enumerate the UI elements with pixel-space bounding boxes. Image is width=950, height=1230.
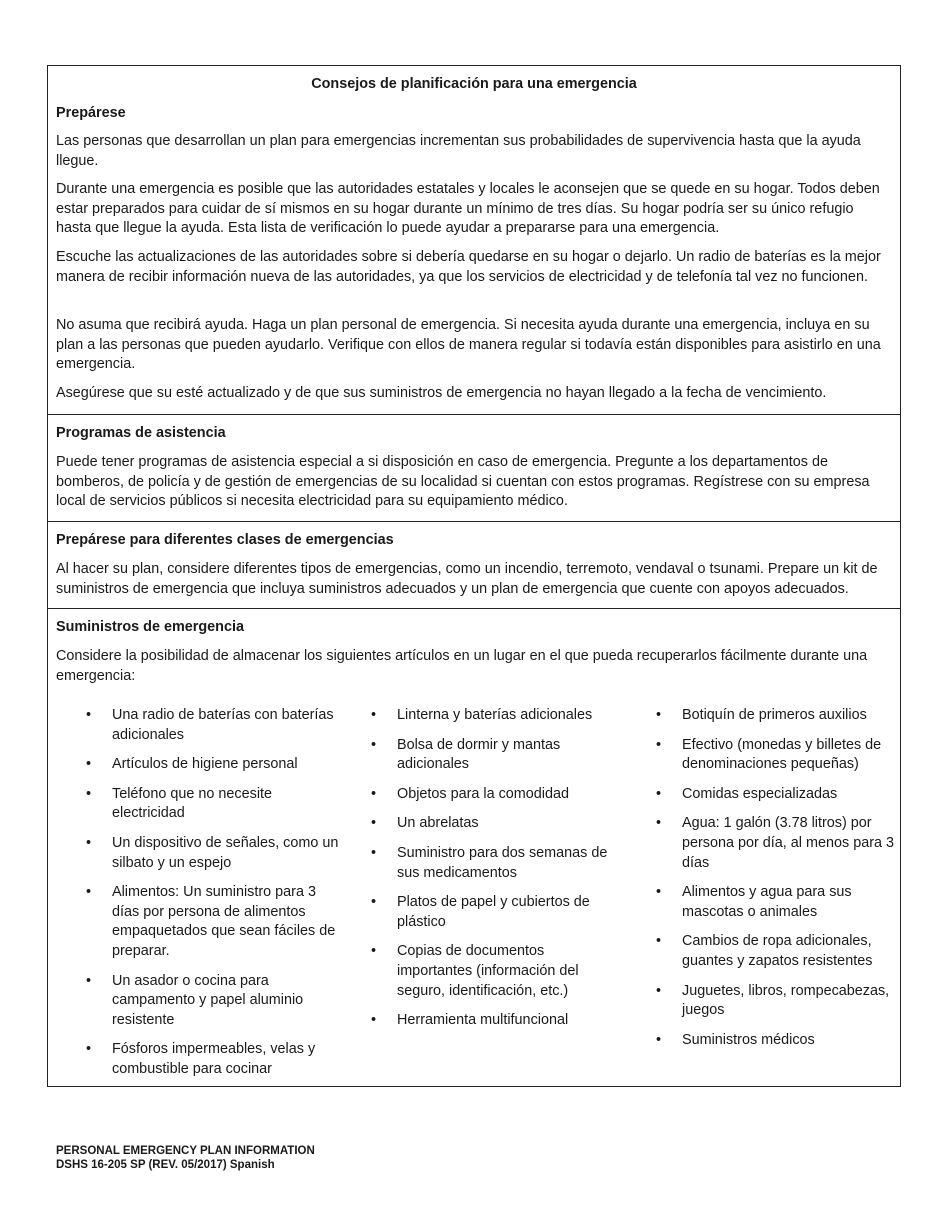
list-item (656, 1031, 898, 1051)
bullet-icon: • (656, 884, 662, 901)
list-item-text: Cambios de ropa adicionales, guantes y zapatos resistentes (682, 933, 873, 969)
list-item-text: Bolsa de dormir y mantas adicionales (397, 736, 561, 773)
list-item (86, 785, 341, 824)
list-item (656, 883, 898, 922)
list-item-text: Agua: 1 galón (3.78 litros) por persona por día, al menos para 3 días (682, 815, 894, 871)
list-item (371, 844, 616, 883)
list-item (86, 883, 341, 961)
list-item (86, 755, 341, 775)
emergency-kinds-paragraph: Al hacer su plan, considere diferentes tipos de emergencias, como un incendio, terremoto, vendaval o tsunami. Prepare un kit de suministros de emergencia que incluya suministros adecuados y un plan de emergencia que cuente con apoyos adecuados. (56, 561, 878, 597)
bullet-icon: • (86, 756, 92, 773)
bullet-icon: • (86, 1041, 92, 1058)
supplies-column-3 (656, 706, 898, 1060)
bullet-icon: • (371, 785, 377, 802)
section-prepare (48, 66, 900, 414)
list-item (86, 834, 341, 873)
bullet-icon: • (656, 785, 662, 802)
list-item-text: Efectivo (monedas y billetes de denominaciones pequeñas) (682, 736, 882, 773)
supplies-column-2 (371, 706, 616, 1041)
list-item-text: Artículos de higiene personal (112, 756, 298, 773)
bullet-icon: • (86, 884, 92, 901)
supplies-column-1 (86, 706, 341, 1090)
list-item (371, 1011, 616, 1031)
list-item-text: Suministro para dos semanas de sus medicamentos (397, 844, 608, 881)
list-item-text: Copias de documentos importantes (información del seguro, identificación, etc.) (397, 943, 579, 999)
list-item (371, 736, 616, 775)
emergency-kinds-heading: Prepárese para diferentes clases de emergencias (56, 532, 394, 548)
document-frame (47, 65, 901, 1087)
document-title: Consejos de planificación para una emergencia (311, 76, 637, 92)
list-item (371, 706, 616, 726)
prepare-paragraph-1: Las personas que desarrollan un plan para emergencias incrementan sus probabilidades de supervivencia hasta que la ayuda llegue. (56, 133, 861, 169)
section-emergency-kinds (48, 521, 900, 608)
bullet-icon: • (86, 707, 92, 723)
list-item (371, 893, 616, 932)
list-item (656, 814, 898, 873)
prepare-heading: Prepárese (56, 105, 126, 121)
list-item (86, 706, 341, 745)
bullet-icon: • (86, 785, 92, 802)
bullet-icon: • (656, 736, 662, 753)
list-item-text: Un asador o cocina para campamento y papel aluminio resistente (112, 972, 304, 1028)
prepare-paragraph-2: Durante una emergencia es posible que las autoridades estatales y locales le aconsejen que se quede en su hogar. Todos deben estar preparados para cuidar de sí mismos en su hogar durante un mínimo de tres días. Su hogar podría ser su único refugio hasta que llegue la ayuda. Esta lista de verificación lo puede ayudar a prepararse para una emergencia. (56, 181, 880, 237)
list-item-text: Botiquín de primeros auxilios (682, 707, 867, 723)
list-item-text: Un dispositivo de señales, como un silbato y un espejo (112, 834, 339, 871)
bullet-icon: • (656, 1031, 662, 1048)
assistance-paragraph: Puede tener programas de asistencia especial a si disposición en caso de emergencia. Pregunte a los departamentos de bomberos, de policía y de gestión de emergencias de su localidad si cuentan con estos programas. Regístrese con su empresa local de servicios públicos si necesita electricidad para su equipamiento médico. (56, 454, 870, 510)
list-item-text: Una radio de baterías con baterías adicionales (112, 707, 334, 743)
section-supplies (48, 608, 900, 1086)
list-item (656, 706, 898, 726)
supplies-intro: Considere la posibilidad de almacenar los siguientes artículos en un lugar en el que pueda recuperarlos fácilmente durante una emergencia: (56, 648, 868, 684)
list-item-text: Comidas especializadas (682, 785, 838, 802)
list-item (656, 982, 898, 1021)
footer-form-name: PERSONAL EMERGENCY PLAN INFORMATION (56, 1145, 315, 1157)
bullet-icon: • (656, 933, 662, 950)
list-item-text: Objetos para la comodidad (397, 785, 569, 802)
list-item-text: Fósforos impermeables, velas y combustible para cocinar (112, 1041, 316, 1077)
prepare-paragraph-3: Escuche las actualizaciones de las autoridades sobre si debería quedarse en su hogar o dejarlo. Un radio de baterías es la mejor manera de recibir información nueva de las autoridades, ya que los servicios de electricidad y de telefonía tal vez no funcionen. (56, 249, 881, 285)
list-item-text: Un abrelatas (397, 815, 479, 832)
list-item (656, 736, 898, 775)
footer-form-number: DSHS 16-205 SP (REV. 05/2017) Spanish (56, 1159, 275, 1171)
list-item-text: Alimentos y agua para sus mascotas o animales (682, 884, 852, 920)
list-item-text: Herramienta multifuncional (397, 1012, 569, 1029)
bullet-icon: • (86, 834, 92, 851)
bullet-icon: • (371, 815, 377, 832)
prepare-paragraph-4: No asuma que recibirá ayuda. Haga un plan personal de emergencia. Si necesita ayuda durante una emergencia, incluya en su plan a las personas que pueden ayudarlo. Verifique con ellos de manera regular si todavía están disponibles para asistirlo en una emergencia. (56, 317, 881, 373)
list-item-text: Teléfono que no necesite electricidad (112, 785, 273, 822)
list-item-text: Platos de papel y cubiertos de plástico (397, 894, 590, 930)
list-item (371, 785, 616, 805)
bullet-icon: • (86, 972, 92, 989)
bullet-icon: • (371, 894, 377, 911)
list-item-text: Linterna y baterías adicionales (397, 707, 593, 723)
list-item (656, 785, 898, 805)
list-item (86, 972, 341, 1031)
supplies-heading: Suministros de emergencia (56, 619, 244, 635)
bullet-icon: • (371, 943, 377, 960)
bullet-icon: • (371, 1012, 377, 1029)
bullet-icon: • (371, 844, 377, 861)
bullet-icon: • (656, 815, 662, 832)
list-item-text: Alimentos: Un suministro para 3 días por persona de alimentos empaquetados que sean fáciles de preparar. (112, 884, 336, 959)
bullet-icon: • (656, 982, 662, 999)
prepare-paragraph-5: Asegúrese que su esté actualizado y de que sus suministros de emergencia no hayan llegado a la fecha de vencimiento. (56, 385, 827, 401)
list-item-text: Suministros médicos (682, 1031, 815, 1048)
bullet-icon: • (371, 707, 377, 723)
bullet-icon: • (656, 707, 662, 723)
list-item (86, 1040, 341, 1079)
section-assistance (48, 414, 900, 521)
list-item (656, 932, 898, 971)
list-item (371, 942, 616, 1001)
list-item (371, 814, 616, 834)
assistance-heading: Programas de asistencia (56, 425, 226, 441)
list-item-text: Juguetes, libros, rompecabezas, juegos (682, 982, 890, 1019)
form-footer (56, 1144, 315, 1172)
bullet-icon: • (371, 736, 377, 753)
